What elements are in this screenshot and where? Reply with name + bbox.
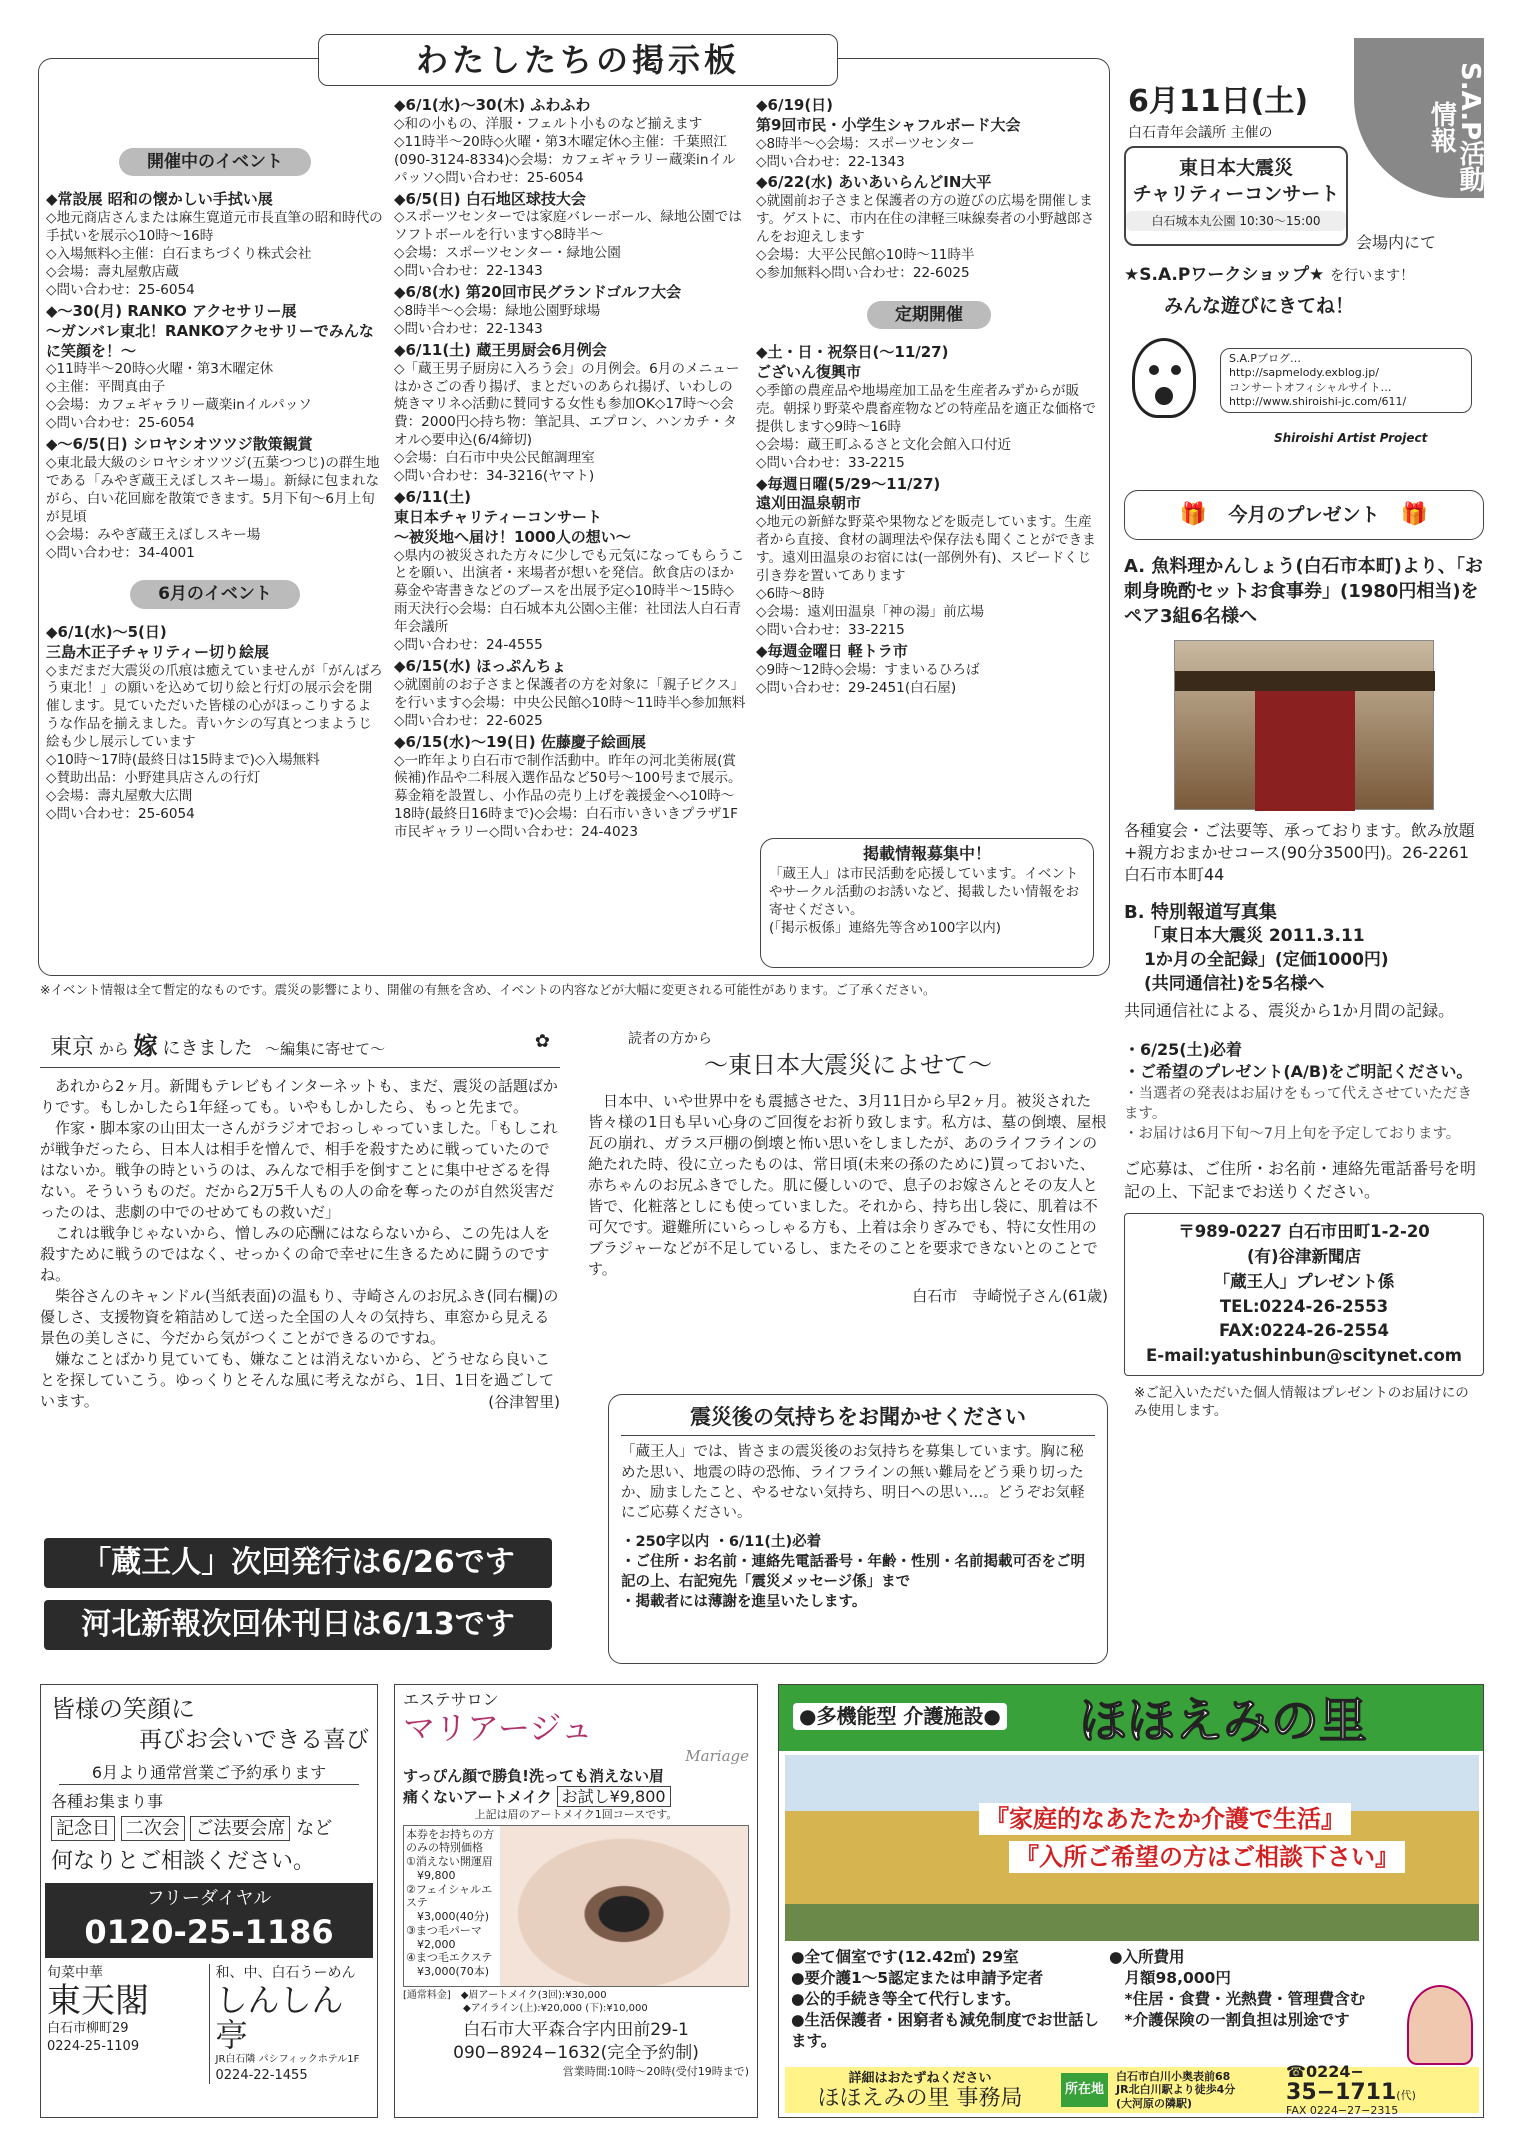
feelings-title: 震災後の気持ちをお聞かせください <box>621 1403 1095 1436</box>
event-item <box>394 733 746 842</box>
event-item <box>46 435 384 562</box>
event-heading: ◆6/1(水)〜5(日) 三島木正子チャリティー切り絵展 <box>46 622 270 661</box>
ad3-header <box>779 1685 1483 1751</box>
chip: ご法要会席 <box>190 1816 290 1841</box>
ad3-office: ほほえみの里 事務局 <box>817 2085 1023 2111</box>
sap-tag: S.A.P活動情報 <box>1354 38 1484 198</box>
section-june: 6月のイベント <box>130 580 300 608</box>
reader-body: 日本中、いや世界中をも震撼させた、3月11日から早2ヶ月。被災された皆々様の1日も早い心身のご回復をお祈り致します。私方は、墓の倒壊、屋根瓦の崩れ、ガラス戸棚の倒壊と怖い思いをしましたが、あのライフラインの絶たれた時、役に立ったものは、常日頃(未来の孫のために)買っておいた、赤ちゃんのお尻ふきでした。肌に優しいので、息子のお嫁さんとその友人と皆で、化粧落としにも使っていました。それから、持ち出し袋に、肌着は不可欠です。避難所にいらっしゃる方も、上着は余りぎみでも、特に女性用のブラジャーなどが不足しているし、またそのことを要求できないとのことです。 <box>588 1092 1107 1279</box>
ad3-tag: ●多機能型 介護施設● <box>793 1703 1007 1730</box>
reader-sub: 読者の方から <box>628 1031 712 1047</box>
event-details: ◇就園前お子さまと保護者の方の遊びの広場を開催します。ゲストに、市内在住の津軽三味線奏者の小野越郎さんをお迎えします ◇会場：大平公民館◇10時〜11時半 ◇参加無料◇問い合わせ：22-6025 <box>756 193 1095 282</box>
ad2-tel: 090−8924−1632(完全予約制) <box>453 2042 699 2063</box>
present-title-box <box>1124 490 1484 540</box>
event-heading: ◆〜6/5(日) シロヤシオツツジ散策観賞 <box>46 435 313 454</box>
present-apply: ご応募は、ご住所・お名前・連絡先電話番号を明記の上、下記までお送りください。 <box>1124 1159 1477 1201</box>
event-heading: ◆6/1(水)〜30(木) ふわふわ <box>394 96 591 114</box>
present-address: 〒989-0227 白石市田町1-2-20 (有)谷津新聞店 「蔵王人」プレゼント係 TEL:0224-26-2553 FAX:0224-26-2554 E-mail:yatushinbun@scitynet.com <box>1124 1213 1484 1376</box>
ad1-chips <box>51 1817 367 1841</box>
sap-invite: みんな遊びにきてね！ <box>1164 295 1355 317</box>
event-item <box>394 657 746 731</box>
event-details: ◇8時半〜◇会場：スポーツセンター ◇問い合わせ：22-1343 <box>756 135 975 170</box>
event-heading: ◆常設展 昭和の懐かしい手拭い展 <box>46 190 273 209</box>
chip: 二次会 <box>121 1816 185 1841</box>
board-column-2 <box>394 96 746 970</box>
event-item <box>756 343 1102 472</box>
event-details: ◇県内の被災された方々に少しでも元気になってもらうことを願い、出演者・来場者が想いを発信。飲食店のほか募金や寄書きなどのブースを出展予定◇10時半〜15時◇雨天決行◇会場：白石城本丸公園◇主催：社団法人白石青年会議所 ◇問い合わせ：24-4555 <box>394 547 745 654</box>
essay <box>40 1026 560 1412</box>
event-item <box>756 475 1102 640</box>
event-item <box>394 190 746 282</box>
event-item <box>46 302 384 433</box>
ad3-tel-suffix: (代) <box>1396 2088 1416 2102</box>
ad2-copy2: 痛くないアートメイク <box>403 1788 552 1807</box>
event-item <box>394 341 746 486</box>
ad-restaurant <box>40 1684 378 2118</box>
chip: 記念日 <box>51 1816 115 1841</box>
ad2-regular-price: [通常料金] ◆眉アートメイク(3回):¥30,000 ◆アイライン(上):¥20,000 (下):¥10,000 <box>403 1989 648 2014</box>
ad2-price: お試し¥9,800 <box>557 1786 671 1807</box>
ad-mariage <box>394 1684 758 2118</box>
essay-title-b: から <box>98 1040 129 1058</box>
freedial-box <box>45 1883 373 1958</box>
shop2-addr: JR白石隣 パシフィックホテル1F <box>215 2054 360 2066</box>
gift-icon: 🎁 <box>1400 502 1429 527</box>
recruit-title: 掲載情報募集中！ <box>862 844 991 863</box>
event-item <box>756 173 1102 282</box>
event-details: ◇地元商店さんまたは麻生寛道元市長直筆の昭和時代の手拭いを展示◇10時〜16時 ◇入場無料◇主催：白石まちづくり株式会社 ◇会場：壽丸屋敷店蔵 ◇問い合わせ：25-6054 <box>46 210 383 298</box>
event-details: ◇東北最大級のシロヤシオツツジ(五葉つつじ)の群生地である「みやぎ蔵王えぼしスキー場」。新緑に包まれながら、白い花回廊を散策できます。5月下旬〜6月上旬が見頃 ◇会場：みやぎ蔵王えぼしスキー場 ◇問い合わせ：34-4001 <box>46 454 380 561</box>
sap-links: S.A.Pブログ… http://sapmelody.exblog.jp/ コンサートオフィシャルサイト… http://www.shiroishi-jc.com/611/ <box>1220 348 1472 413</box>
ad2-address: 白石市大平森合字内田前29-1 <box>463 2019 689 2040</box>
caregiver-illustration <box>1407 1985 1473 2065</box>
restaurant-photo <box>1174 640 1434 810</box>
board-column-1 <box>46 130 384 970</box>
present-a-desc: 各種宴会・ご法要等、承っております。飲み放題+親方おまかせコース(90分3500円)。26-2261 白石市本町44 <box>1124 820 1475 885</box>
event-item <box>756 642 1102 698</box>
concert-box <box>1124 146 1348 246</box>
ad3-loc-badge: 所在地 <box>1061 2073 1108 2107</box>
concert-line1: 東日本大震災 <box>1178 157 1293 179</box>
essay-sign: (谷津智里) <box>488 1392 560 1411</box>
recruit-box <box>760 838 1094 968</box>
ad3-tel-prefix: ☎0224− <box>1286 2062 1364 2082</box>
present-b-desc: 共同通信社による、震災から1か月間の記録。 <box>1124 1001 1455 1021</box>
event-details: ◇一昨年より白石市で制作活動中。昨年の河北美術展(賞候補)作品や二科展入選作品など50号〜100号まで展示。募金箱を設置し、小作品の売り上げを義援金へ◇10時〜18時(最終日16時まで)◇会場：白石市いきいきプラザ1F市民ギャラリー◇問い合わせ：24-4023 <box>394 752 742 841</box>
banner-next-issue: 「蔵王人」次回発行は6/26です <box>44 1538 552 1588</box>
concert-line2: チャリティーコンサート <box>1132 182 1340 205</box>
ad3-footer <box>785 2062 1479 2117</box>
essay-title-d: にきました <box>162 1038 253 1059</box>
shop-shinshintei <box>210 1964 378 2084</box>
reader-letter <box>588 1030 1108 1307</box>
event-heading: ◆6/19(日) 第9回市民・小学生シャフルボード大会 <box>756 96 1021 134</box>
ad1-line3: 6月より通常営業ご予約承ります <box>59 1762 359 1785</box>
ws-suffix: を行います！ <box>1330 268 1415 284</box>
event-heading: ◆毎週金曜日 軽トラ市 <box>756 641 908 660</box>
ad2-price-note: 上記は眉のアートメイク1回コースです。 <box>474 1807 678 1821</box>
present-privacy: ※ご記入いただいた個人情報はプレゼントのお届けにのみ使用します。 <box>1134 1384 1469 1419</box>
ad2-copy1: すっぴん顔で勝負!洗っても消えない眉 <box>403 1767 664 1786</box>
present-area <box>1124 490 1484 1678</box>
banner-holiday: 河北新報次回休刊日は6/13です <box>44 1600 552 1650</box>
board-title: わたしたちの掲示板 <box>318 34 838 86</box>
sap-date: 6月11日(土) <box>1128 84 1309 119</box>
event-heading: ◆6/11(土) 東日本チャリティーコンサート 〜被災地へ届け！1000人の想い〜 <box>394 488 631 546</box>
event-heading: ◆6/15(水) ほっぷんちょ <box>394 657 567 676</box>
event-details: ◇就園前のお子さまと保護者の方を対象に「親子ビクス」を行います◇会場：中央公民館◇10時〜11時半◇参加無料◇問い合わせ：22-6025 <box>394 676 746 729</box>
event-item <box>46 623 384 824</box>
essay-body: あれから2ヶ月。新聞もテレビもインターネットも、まだ、震災の話題ばかりです。もしかしたら1年経っても。いやもしかしたら、もっと先まで。 作家・脚本家の山田太一さんがラジオでおっしゃっていました。「もしこれが戦争だったら、日本人は相手を憎んで、相手を殺すために戦っていたのではないか。戦争の時というのは、みんなで相手を倒すことに集中せざるを得ない。そういうものだ。だから2万5千人もの人の命を奪ったのが自然災害だったのは、悲劇の中でのせめてもの救いだ」 これは戦争じゃないから、憎しみの応酬にはならないから、この先は人を殺すために戦うのではなく、せっかくの命で幸せに生きるために闘うのですね。 柴谷さんのキャンドル(当紙表面)の温もり、寺崎さんのお尻ふき(同右欄)の優しさ、支援物資を箱詰めして送った全国の人々の気持ち、車窓から見える景色の美しさに、今だから気がつくことができるのですね。 嫌なことばかり見ていても、嫌なことは消えないから、どうせなら良いことを探していこう。ゆっくりとそんな風に考えながら、1日、1日を過ごしています。 <box>40 1076 559 1410</box>
gift-icon: 🎁 <box>1179 502 1208 527</box>
chip-suffix: など <box>296 1817 333 1839</box>
section-current: 開催中のイベント <box>119 148 311 176</box>
ad2-menu: 本券をお持ちの方のみの特別価格 ①消えない開運眉 ¥9,800 ②フェイシャルエステ ¥3,000(40分) ③まつ毛パーマ ¥2,000 ④まつ毛エクステ ¥3,000(70本) <box>406 1827 494 1979</box>
ad1-line4: 各種お集まり事 <box>51 1792 164 1812</box>
feelings-body: 「蔵王人」では、皆さまの震災後のお気持ちを募集しています。胸に秘めた思い、地震の時の恐怖、ライフラインの無い難局をどう乗り切ったか、励ましたこと、やるせない気持ち、明日への思い…。どうぞお気軽にご応募ください。 <box>621 1444 1085 1522</box>
event-details: ◇11時半〜20時◇火曜・第3木曜定休 ◇主催：平間真由子 ◇会場：カフェギャラリー蔵楽inイルパッソ ◇問い合わせ：25-6054 <box>46 361 312 432</box>
ad3-detail: 詳細はおたずねください <box>848 2071 992 2087</box>
ad3-tel: 35−1711 <box>1286 2079 1397 2105</box>
sap-mascot-icon <box>1132 338 1196 418</box>
present-a: A. 魚料理かんしょう(白石市本町)より、「お刺身晩酌セットお食事券」(1980円相当)をペア3組6名様へ <box>1124 556 1483 628</box>
recruit-text: 「蔵王人」は市民活動を応援しています。イベントやサークル活動のお誘いなど、掲載したい情報をお寄せください。 (「掲示板係」連絡先等含め100字以内) <box>769 865 1080 937</box>
ad2-en: Mariage <box>685 1746 749 1765</box>
event-details: ◇季節の農産品や地場産加工品を生産者みずからが販売。朝採り野菜や農畜産物などの特産品を適正な価格で提供します◇9時〜16時 ◇会場：蔵王町ふるさと文化会館入口付近 ◇問い合わせ：33-2215 <box>756 382 1096 471</box>
ad3-name: ほほえみの里 <box>1079 1693 1368 1749</box>
ad3-fee: ●入所費用 月額98,000円 *住居・食費・光熱費・管理費含む *介護保険の一割負担は別途です <box>1109 1948 1366 2029</box>
flower-icon: ✿ <box>534 1031 550 1052</box>
ad2-cat: エステサロン <box>403 1690 499 1709</box>
present-deadline: ・6/25(土)必着 ・ご希望のプレゼント(A/B)をご明記ください。 <box>1124 1039 1473 1082</box>
ws-title: ★S.A.Pワークショップ★ <box>1124 265 1325 285</box>
event-details: ◇9時〜12時◇会場：すまいるひろば ◇問い合わせ：29-2451(白石屋) <box>756 661 980 696</box>
shop2-name: しんしん亭 <box>215 1980 344 2055</box>
event-heading: ◆〜30(月) RANKO アクセサリー展 〜ガンバレ東北！RANKOアクセサリーでみんなに笑顔を！〜 <box>46 301 374 360</box>
freedial-label: フリーダイヤル <box>146 1887 272 1909</box>
feelings-rules: ・250字以内 ・6/11(土)必着 ・ご住所・お名前・連絡先電話番号・年齢・性別・名前掲載可否をご明記の上、右記宛先「震災メッセージ係」まで ・掲載者には薄謝を進呈いたします。 <box>621 1533 1085 1611</box>
event-item <box>46 190 384 299</box>
eye-photo <box>500 1826 748 1986</box>
event-heading: ◆6/22(水) あいあいらんどIN大平 <box>756 173 992 192</box>
sap-host: 白石青年会議所 主催の <box>1128 125 1273 141</box>
ad1-line6: 何なりとご相談ください。 <box>51 1848 316 1874</box>
essay-title <box>40 1026 560 1068</box>
event-details: ◇「蔵王男子厨房に入ろう会」の月例会。6月のメニューはかさごの香り揚げ、まとだいのあられ揚げ、いわしの焼きマリネ◇活動に賛同する女性も参加OK◇17時〜◇会費：2000円◇持ち物：筆記具、エプロン、ハンカチ・タオル◇要申込(6/4締切) ◇会場：白石市中央公民館調理室 ◇問い合わせ：34-3216(ヤマト) <box>394 360 740 485</box>
section-regular: 定期開催 <box>867 301 991 329</box>
event-details: ◇8時半〜◇会場：緑地公園野球場 ◇問い合わせ：22-1343 <box>394 302 601 337</box>
event-heading: ◆6/15(水)〜19(日) 佐藤慶子絵画展 <box>394 732 646 751</box>
ad3-fax: FAX 0224−27−2315 <box>1286 2103 1399 2117</box>
shop1-tel: 0224-25-1109 <box>47 2038 140 2054</box>
event-heading: ◆6/8(水) 第20回市民グランドゴルフ大会 <box>394 283 682 302</box>
ad3-address: 白石市白川小奥表前68 JR北白川駅より徒歩4分 (大河原の隣駅) <box>1116 2070 1236 2110</box>
event-details: ◇スポーツセンターでは家庭バレーボール、緑地公園ではソフトボールを行います◇8時半〜 ◇会場：スポーツセンター・緑地公園 ◇問い合わせ：22-1343 <box>394 209 742 280</box>
reader-title: 〜東日本大震災によせて〜 <box>704 1050 992 1079</box>
event-details: ◇まだまだ大震災の爪痕は癒えていませんが「がんばろう東北！」の願いを込めて切り絵と行灯の展示会を開催します。見ていただいた皆様の心がほっこりするような作品を揃えました。青いケシの写真とつまようじ絵も少し展示しています ◇10時〜17時(最終日は15時まで)◇入場無料 ◇賛助出品：小野建具店さんの行灯 ◇会場：壽丸屋敷大広間 ◇問い合わせ：25-6054 <box>46 662 383 823</box>
shop-totenkaku <box>41 1964 210 2084</box>
present-title: 今月のプレゼント <box>1228 504 1380 526</box>
essay-title-e: 〜編集に寄せて〜 <box>265 1040 386 1058</box>
sap-area <box>1124 38 1484 468</box>
shop2-cat: 和、中、白石うーめん <box>215 1965 356 1982</box>
ad1-line1: 皆様の笑顔に <box>51 1695 195 1723</box>
shop1-cat: 旬菜中華 <box>47 1965 103 1982</box>
sap-project: Shiroishi Artist Project <box>1274 431 1428 445</box>
ad1-line2: 再びお会いできる喜び <box>139 1727 369 1754</box>
ad2-name: マリアージュ <box>403 1708 593 1747</box>
ad3-copy2: 『入所ご希望の方はご相談下さい』 <box>1009 1841 1405 1873</box>
essay-title-a: 東京 <box>50 1035 95 1060</box>
event-heading: ◆6/11(土) 蔵王男厨会6月例会 <box>394 340 607 359</box>
present-b-title: B. 特別報道写真集 <box>1124 901 1277 923</box>
present-notes: ・当選者の発表はお届けをもって代えさせていただきます。 ・お届けは6月下旬〜7月上旬を予定しております。 <box>1124 1085 1472 1143</box>
ad2-hours: 営業時間:10時〜20時(受付19時まで) <box>562 2064 749 2078</box>
feelings-box <box>608 1394 1108 1664</box>
board-note: ※イベント情報は全て暫定的なものです。震災の影響により、開催の有無を含め、イベントの内容などが大幅に変更される可能性があります。ご了承ください。 <box>40 982 936 997</box>
event-item <box>394 488 746 655</box>
reader-sign: 白石市 寺崎悦子さん(61歳) <box>912 1287 1108 1306</box>
event-heading: ◆毎週日曜(5/29〜11/27) 遠刈田温泉朝市 <box>756 474 941 513</box>
ad3-copy1: 『家庭的なあたたか介護で生活』 <box>979 1803 1351 1835</box>
shop1-name: 東天閣 <box>47 1980 149 2021</box>
board-column-3 <box>756 96 1102 836</box>
ad-hohoemi <box>778 1684 1484 2118</box>
present-b-body: 「東日本大震災 2011.3.11 1か月の全記録」(定価1000円) (共同通信社)を5名様へ <box>1144 926 1389 994</box>
essay-title-c: 嫁 <box>133 1032 158 1060</box>
freedial-number: 0120-25-1186 <box>84 1912 334 1951</box>
event-heading: ◆6/5(日) 白石地区球技大会 <box>394 189 586 208</box>
sap-venue: 会場内にて <box>1356 233 1437 252</box>
event-item <box>756 96 1102 171</box>
event-details: ◇和の小もの、洋服・フェルト小ものなど揃えます ◇11時半〜20時◇火曜・第3木曜定休◇主催：千葉照江(090-3124-8334)◇会場：カフェギャラリー蔵楽inイルパッソ◇問い合わせ：25-6054 <box>394 115 736 186</box>
event-item <box>394 96 746 188</box>
ad3-features: ●全て個室です(12.42㎡) 29室 ●要介護1〜5認定または申請予定者 ●公的手続き等全て代行します。 ●生活保護者・困窮者も減免制度でお世話します。 <box>791 1948 1100 2050</box>
event-heading: ◆土・日・祝祭日(〜11/27) ございん復興市 <box>756 343 949 382</box>
concert-place: 白石城本丸公園 10:30〜15:00 <box>1126 211 1346 231</box>
shop2-tel: 0224-22-1455 <box>215 2067 308 2083</box>
event-item <box>394 283 746 339</box>
shop1-addr: 白石市柳町29 <box>47 2021 129 2037</box>
event-details: ◇地元の新鮮な野菜や果物などを販売しています。生産者から直接、食材の調理法や保存法も聞くことができます。遠刈田温泉のお宿には(一部例外有)、スピードくじ引き券を置いてあります ◇6時〜8時 ◇会場：遠刈田温泉「神の湯」前広場 ◇問い合わせ：33-2215 <box>756 514 1096 638</box>
